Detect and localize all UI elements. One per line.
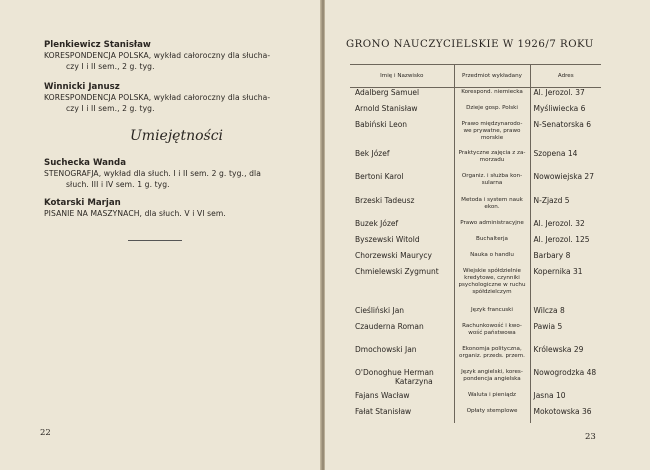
column-header-address: Adres bbox=[530, 65, 601, 88]
subject-line: Organiz. i służba kon- bbox=[461, 172, 523, 179]
teacher-name-cell: Adalberg Samuel bbox=[355, 88, 420, 97]
course-line: czy I i II sem., 2 g. tyg. bbox=[66, 62, 155, 71]
table-row bbox=[350, 322, 601, 345]
teacher-name-cell: Fałat Stanisław bbox=[355, 406, 412, 416]
address-cell: Szopena 14 bbox=[533, 148, 578, 158]
subject-line: Język francuski bbox=[471, 306, 513, 313]
teacher-name: Winnicki Janusz bbox=[44, 82, 120, 92]
course-line: KORESPONDENCJA POLSKA, wykład całoroczny dla słucha- bbox=[44, 93, 271, 102]
subject-line: sularna bbox=[481, 179, 503, 186]
subject-line: pondencja angielska bbox=[463, 375, 521, 382]
subject-cell bbox=[454, 368, 530, 391]
teacher-entry bbox=[44, 40, 292, 72]
subject-line: Waluta i pieniądz bbox=[468, 391, 516, 398]
teacher-name-cell bbox=[350, 368, 454, 391]
column-header-subject: Przedmiot wykładany bbox=[454, 65, 530, 88]
page-number: 23 bbox=[585, 432, 596, 442]
table-row bbox=[350, 368, 601, 391]
teacher-name-cell: Dmochowski Jan bbox=[355, 344, 417, 354]
teacher-name: Plenkiewicz Stanisław bbox=[44, 40, 151, 50]
address-cell: Wilcza 8 bbox=[533, 305, 565, 315]
teacher-entry bbox=[44, 198, 292, 219]
teacher-name-cell: Chorzewski Maurycy bbox=[355, 250, 432, 260]
table-row bbox=[350, 407, 601, 423]
subject-line: psychologiczne w ruchu bbox=[458, 281, 526, 288]
teacher-name-line: O'Donoghue Herman bbox=[355, 367, 434, 377]
table-row bbox=[350, 219, 601, 235]
teacher-entry bbox=[44, 158, 292, 190]
section-heading: Umiejętności bbox=[130, 128, 224, 144]
course-line: KORESPONDENCJA POLSKA, wykład całoroczny dla słucha- bbox=[44, 51, 271, 60]
teacher-name-cell: Bertoni Karol bbox=[355, 171, 404, 181]
teacher-name-cell: Babiński Leon bbox=[355, 119, 408, 129]
teacher-name-cell: Arnold Stanisław bbox=[355, 103, 418, 113]
table-row bbox=[350, 251, 601, 267]
teacher-name: Suchecka Wanda bbox=[44, 158, 126, 168]
teacher-name: Kotarski Marjan bbox=[44, 198, 121, 208]
address-cell: Al. Jerozol. 32 bbox=[533, 218, 585, 228]
table-row bbox=[350, 345, 601, 368]
table-row bbox=[350, 267, 601, 306]
address-cell: Al. Jerozol. 125 bbox=[533, 234, 590, 244]
column-header-name: Imię i Nazwisko bbox=[350, 65, 454, 88]
page-number: 22 bbox=[40, 428, 51, 438]
teacher-name-cell: Cieśliński Jan bbox=[355, 305, 405, 315]
subject-line: Wiejskie spółdzielnie bbox=[463, 267, 521, 274]
address-cell: Jasna 10 bbox=[533, 390, 566, 400]
subject-line: wość państwowa bbox=[468, 329, 516, 336]
subject-line: Rachunkowość i kwo- bbox=[462, 322, 522, 329]
address-cell: Kopernika 31 bbox=[533, 266, 583, 276]
subject-line: kredytowe, czynniki bbox=[464, 274, 520, 281]
subject-line: we prywatne, prawo bbox=[463, 127, 521, 134]
course-description bbox=[44, 168, 292, 190]
subject-cell bbox=[454, 267, 530, 306]
teacher-name-cell: Brzeski Tadeusz bbox=[355, 195, 415, 205]
teacher-name-cell: Buzek Józef bbox=[355, 218, 399, 228]
subject-cell bbox=[454, 196, 530, 219]
subject-line: Buchalterja bbox=[476, 235, 508, 242]
table-row bbox=[350, 235, 601, 251]
course-line: czy I i II sem., 2 g. tyg. bbox=[66, 104, 155, 113]
address-cell: Myśliwiecka 6 bbox=[533, 103, 586, 113]
subject-cell bbox=[454, 407, 530, 423]
course-line: PISANIE NA MASZYNACH, dla słuch. V i VI sem. bbox=[44, 209, 226, 218]
teacher-name-cell: Fajans Wacław bbox=[355, 390, 410, 400]
address-cell: Nowowiejska 27 bbox=[533, 171, 594, 181]
subject-line: Język angielski, kores- bbox=[461, 368, 523, 375]
teacher-name-cell: Czauderna Roman bbox=[355, 321, 424, 331]
subject-cell bbox=[454, 120, 530, 149]
faculty-table bbox=[350, 64, 601, 423]
subject-cell bbox=[454, 251, 530, 267]
table-row bbox=[350, 306, 601, 322]
subject-cell bbox=[454, 172, 530, 196]
subject-line: Prawo międzynarodo- bbox=[461, 120, 523, 127]
table-row bbox=[350, 196, 601, 219]
subject-cell bbox=[454, 219, 530, 235]
course-description bbox=[44, 50, 292, 72]
table-row bbox=[350, 88, 601, 104]
left-page bbox=[0, 0, 322, 470]
subject-line: Opłaty stemplowe bbox=[466, 407, 518, 414]
address-cell: N-Senatorska 6 bbox=[533, 119, 592, 129]
subject-line: Dzieje gosp. Polski bbox=[466, 104, 518, 111]
course-line: słuch. III i IV sem. 1 g. tyg. bbox=[66, 180, 170, 189]
address-cell: Mokotowska 36 bbox=[533, 406, 592, 416]
teacher-name-cell: Bek Józef bbox=[355, 148, 390, 158]
subject-cell bbox=[454, 345, 530, 368]
subject-cell bbox=[454, 391, 530, 407]
table-row bbox=[350, 149, 601, 172]
subject-line: Korespond. niemiecka bbox=[461, 89, 523, 95]
teacher-entry bbox=[44, 82, 292, 114]
subject-line: Praktyczne zajęcia z za- bbox=[458, 149, 526, 156]
subject-cell bbox=[454, 322, 530, 345]
subject-line: morzadu bbox=[479, 156, 505, 163]
subject-cell bbox=[454, 104, 530, 120]
course-line: STENOGRAFJA, wykład dla słuch. I i II sem. 2 g. tyg., dla bbox=[44, 169, 261, 178]
subject-cell bbox=[454, 235, 530, 251]
address-cell: Królewska 29 bbox=[533, 344, 584, 354]
table-row bbox=[350, 104, 601, 120]
course-description bbox=[44, 208, 292, 219]
address-cell: Nowogrodzka 48 bbox=[533, 367, 597, 377]
subject-line: Nauka o handlu bbox=[470, 251, 514, 258]
subject-line: Ekonomja polityczna, bbox=[462, 345, 522, 352]
teacher-name-cell: Byszewski Witold bbox=[355, 234, 420, 244]
subject-line: Prawo administracyjne bbox=[460, 219, 524, 226]
table-header-row bbox=[350, 65, 601, 88]
subject-cell bbox=[454, 306, 530, 322]
address-cell: Al. Jerozol. 37 bbox=[533, 88, 585, 97]
table-row bbox=[350, 391, 601, 407]
page-title: GRONO NAUCZYCIELSKIE W 1926/7 ROKU bbox=[346, 39, 594, 50]
subject-cell bbox=[454, 149, 530, 172]
subject-line: organiz. przeds. przem. bbox=[459, 352, 525, 359]
subject-line: spółdzielczym bbox=[472, 288, 512, 295]
course-description bbox=[44, 92, 292, 114]
subject-line: morskie bbox=[480, 134, 504, 141]
address-cell: Barbary 8 bbox=[533, 250, 571, 260]
subject-line: Metoda i system nauk bbox=[461, 196, 523, 203]
subject-line: ekon. bbox=[484, 203, 500, 210]
address-cell: Pawia 5 bbox=[533, 321, 563, 331]
table-row bbox=[350, 172, 601, 196]
address-cell: N-Zjazd 5 bbox=[533, 195, 570, 205]
subject-cell bbox=[454, 88, 530, 104]
teacher-name-cell: Chmielewski Zygmunt bbox=[355, 266, 439, 276]
teacher-name-line: Katarzyna bbox=[395, 376, 433, 386]
table-row bbox=[350, 120, 601, 149]
divider bbox=[128, 240, 182, 241]
